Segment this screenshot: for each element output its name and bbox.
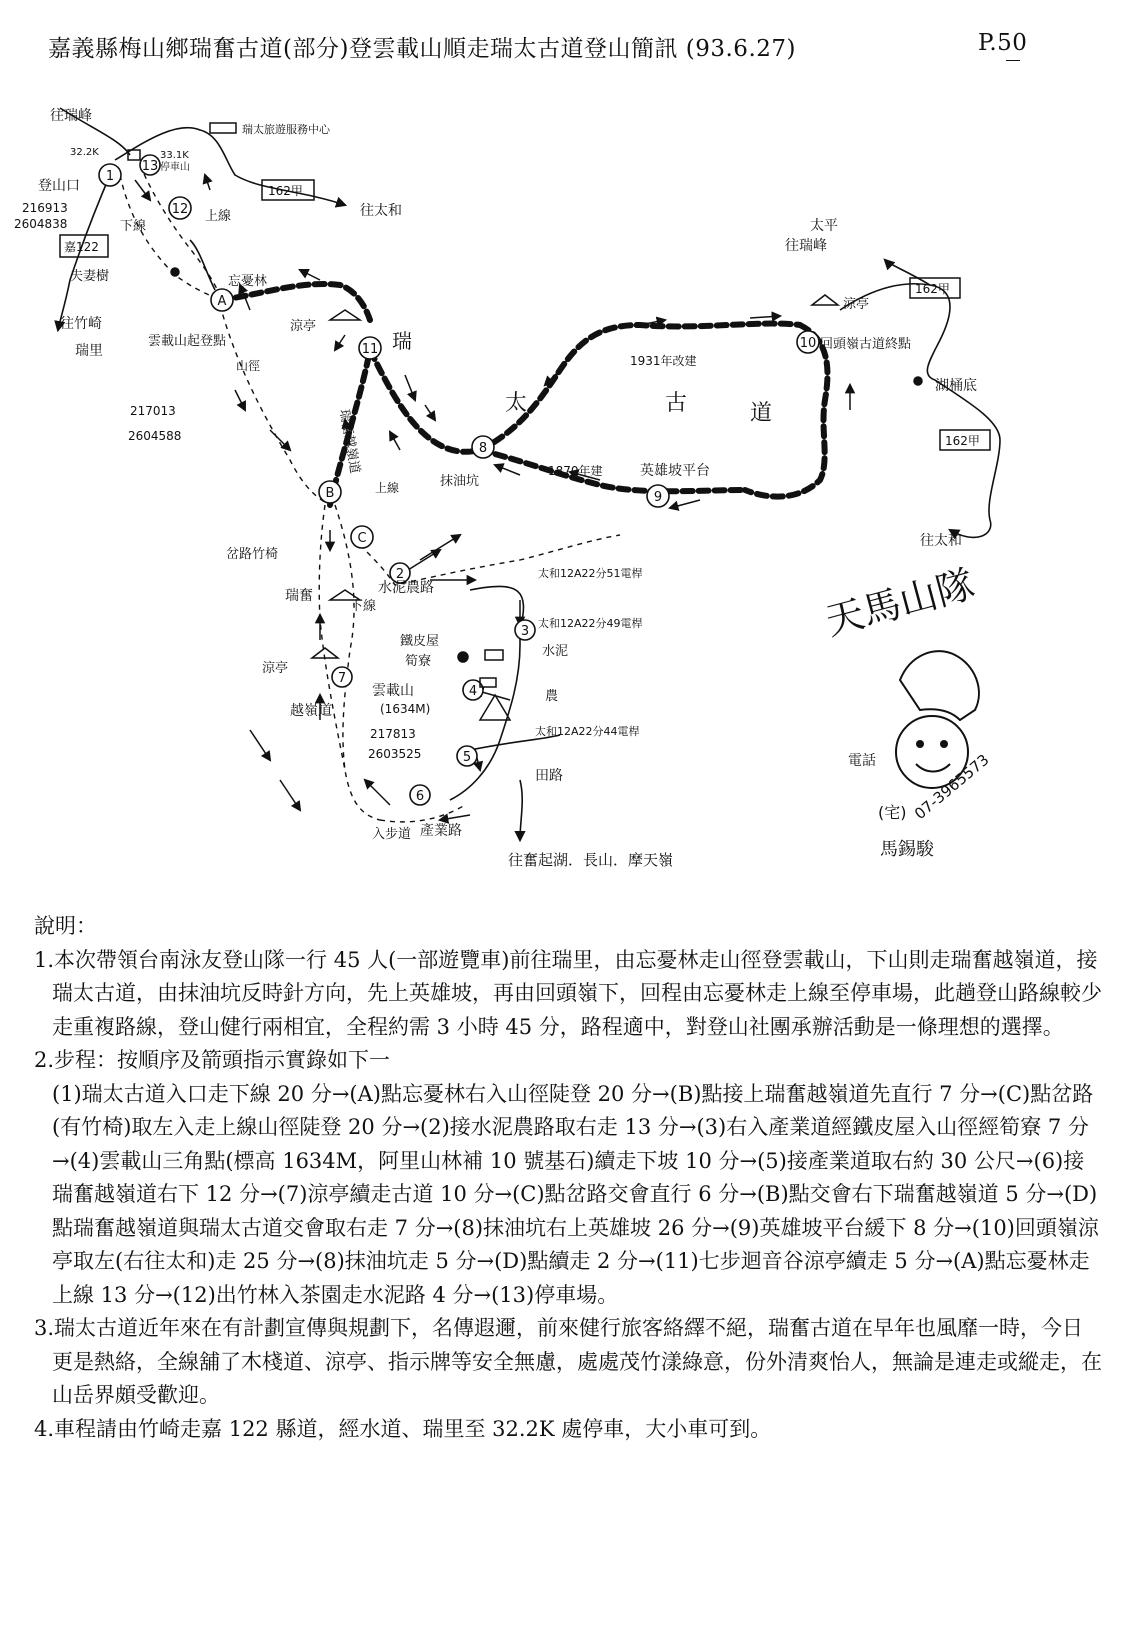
label-bamboo-hut: 筍寮 <box>405 654 432 669</box>
label-year-1931: 1931年改建 <box>630 354 697 368</box>
label-to-fenqihu: 往奮起湖．長山．摩天嶺 <box>508 851 674 869</box>
point-B: B <box>325 486 335 501</box>
stamp-team-name: 天馬山隊 <box>820 561 980 644</box>
label-shuini-nonglu: 水泥農路 <box>378 580 434 596</box>
pavilion-icon <box>812 295 838 305</box>
label-upper-line: 上線 <box>205 209 232 224</box>
label-pavilion: 涼亭 <box>290 319 317 334</box>
point-8: 8 <box>478 441 488 456</box>
label-lower-line: 下線 <box>120 219 147 234</box>
stamp-tel-label: (宅) <box>878 803 907 822</box>
iron-house-dot-icon <box>458 652 468 662</box>
label-chanye-lu: 產業路 <box>420 823 462 839</box>
label-shuini: 水泥 <box>542 644 569 659</box>
junction-dot-icon <box>914 377 922 385</box>
label-to-ruili-peak-right: 往瑞峰 <box>785 238 827 254</box>
label-shang-xian: 上線 <box>375 481 400 495</box>
label-yunzai-mt: 雲載山 <box>372 683 414 699</box>
team-stamp <box>821 562 993 860</box>
note-item-3: 3.瑞太古道近年來在有計劃宣傳與規劃下，名傳遐邇，前來健行旅客絡繹不絕，瑞奮古道在早年也風靡一時，今日更是熱絡，全線舖了木棧道、涼亭、指示牌等安全無慮，處處茂竹漾綠意，份外清爽怡人，無論是連走或縱走，在山岳界頗受歡迎。 <box>34 1316 1102 1407</box>
point-12: 12 <box>171 202 189 217</box>
point-9: 9 <box>653 490 663 505</box>
label-trailhead: 登山口 <box>38 178 80 194</box>
point-7: 7 <box>337 671 347 686</box>
point-C: C <box>357 531 367 546</box>
horse-head-icon <box>900 651 979 720</box>
service-center-icon <box>210 123 236 133</box>
label-yingxiongpo: 英雄坡平台 <box>640 463 710 479</box>
label-to-zhuqi: 往竹崎 <box>60 316 102 332</box>
point-10: 10 <box>799 336 817 351</box>
label-road-122: 嘉122 <box>64 240 99 254</box>
label-ruifen-yueling: 瑞奮越嶺道 <box>336 408 363 475</box>
label-road-162-right1: 162甲 <box>915 282 950 296</box>
label-shanjing: 山徑 <box>236 359 261 373</box>
label-ruifen-left: 瑞奮 <box>285 588 313 604</box>
label-couple-tree: 夫妻樹 <box>70 269 110 284</box>
label-ruili: 瑞里 <box>75 343 103 359</box>
map-text <box>14 107 980 869</box>
page-number: P.50 <box>978 30 1028 56</box>
header-dash <box>1006 60 1020 61</box>
label-pavilion-right: 涼亭 <box>843 297 870 312</box>
stamp-side-label: 電話 <box>848 753 876 769</box>
label-coord-start-1: 217013 <box>130 404 176 418</box>
label-pole-51: 太和12A22分51電桿 <box>538 567 643 580</box>
label-coord-summit-1: 217813 <box>370 727 416 741</box>
label-dao: 道 <box>750 401 773 426</box>
point-2: 2 <box>395 567 405 582</box>
direction-arrows <box>135 175 850 820</box>
point-13: 13 <box>141 159 159 174</box>
label-to-ruili-peak: 往瑞峰 <box>50 108 92 124</box>
label-km-32-2: 32.2K <box>70 147 99 158</box>
label-coord-summit-2: 2603525 <box>368 747 422 761</box>
document-header <box>48 30 1088 63</box>
label-to-taihe-right: 往太和 <box>920 533 962 549</box>
couple-tree-icon <box>171 268 179 276</box>
label-rudao: 入步道 <box>372 827 412 842</box>
label-nong: 農 <box>545 689 559 704</box>
label-yueling-dao: 越嶺道 <box>290 703 332 719</box>
label-rui: 瑞 <box>392 329 412 353</box>
label-tai: 太 <box>505 391 528 416</box>
label-parking: 停車山 <box>160 162 190 173</box>
document-title: 嘉義縣梅山鄉瑞奮古道(部分)登雲載山順走瑞太古道登山簡訊 (93.6.27) <box>48 36 796 62</box>
label-service-center: 瑞太旅遊服務中心 <box>242 123 330 136</box>
label-to-taihe-top: 往太和 <box>360 203 402 219</box>
dashed-trails <box>120 165 620 822</box>
label-road-162-top: 162甲 <box>268 184 303 198</box>
note-item-2-body: (1)瑞太古道入口走下線 20 分→(A)點忘憂林右入山徑陡登 20 分→(B)點接上瑞奮越嶺道先直行 7 分→(C)點岔路(有竹椅)取左入走上線山徑陡登 20 分→(2)接水泥農路取右走 13 分→(3)右入產業道經鐵皮屋入山徑經筍寮 7 分→(4)雲載山三角點(標高 1634M，阿里山林補 10 號基石)續走下坡 10 分→(5)接產業道取右約 30 公尺→(6)接瑞奮越嶺道右下 12 分→(7)涼亭續走古道 10 分→(C)點岔路交會直行 6 分→(B)點交會右下瑞奮越嶺道 5 分→(D)點瑞奮越嶺道與瑞太古道交會取右走 7 分→(8)抹油坑右上英雄坡 26 分→(9)英雄坡平台緩下 8 分→(10)回頭嶺涼亭取左(右往太和)走 25 分→(8)抹油坑走 5 分→(D)點續走 2 分→(11)七步迴音谷涼亭續走 5 分→(A)點忘憂林走上線 13 分→(12)出竹林入茶園走水泥路 4 分→(13)停車場。 <box>52 1081 1099 1307</box>
label-wangyoulin: 忘憂林 <box>228 274 268 289</box>
roads <box>58 108 1000 840</box>
point-1: 1 <box>105 169 115 184</box>
point-6: 6 <box>415 789 425 804</box>
label-km-33-1: 33.1K <box>160 150 189 161</box>
note-item-1: 1.本次帶領台南泳友登山隊一行 45 人(一部遊覽車)前往瑞里，由忘憂林走山徑登雲載山，下山則走瑞奮越嶺道，接瑞太古道，由抹油坑反時針方向，先上英雄坡，再由回頭嶺下，回程由忘憂林走上線至停車場，此趟登山路線較少走重複路線，登山健行兩相宜，全程約需 3 小時 45 分，路程適中，對登山社團承辦活動是一條理想的選擇。 <box>34 947 1102 1039</box>
label-xian: 下線 <box>350 599 377 614</box>
label-fork-bamboo: 岔路竹椅 <box>226 547 279 562</box>
label-moyukeng: 抹油坑 <box>440 474 480 489</box>
label-huitouling: 回頭嶺古道終點 <box>820 337 912 352</box>
label-road-162-right2: 162甲 <box>945 434 980 448</box>
point-D: D <box>374 340 376 341</box>
point-A: A <box>217 294 227 309</box>
note-item-2-title: 2.步程：按順序及箭頭指示實錄如下一 <box>34 1048 391 1072</box>
description-section <box>34 910 1104 1446</box>
point-4: 4 <box>468 684 478 699</box>
note-item-4: 4.車程請由竹崎走嘉 122 縣道，經水道、瑞里至 32.2K 處停車，大小車可到。 <box>34 1416 772 1441</box>
point-3: 3 <box>520 624 530 639</box>
label-pole-49: 太和12A22分49電桿 <box>538 617 643 630</box>
label-coord-trailhead-2: 2604838 <box>14 217 68 231</box>
stamp-tel: 07-3965573 <box>911 750 993 824</box>
label-gu: 古 <box>665 391 688 416</box>
trail-map <box>0 80 1128 910</box>
label-elevation: (1634M) <box>380 702 431 716</box>
label-coord-start-2: 2604588 <box>128 429 182 443</box>
description-heading: 說明： <box>34 914 97 938</box>
stamp-author: 馬錫駿 <box>880 839 934 860</box>
label-coord-trailhead-1: 216913 <box>22 201 68 215</box>
pavilion-icon <box>330 310 360 320</box>
label-pole-44: 太和12A22分44電桿 <box>535 725 640 738</box>
label-tiandao-lu: 田路 <box>535 768 563 784</box>
label-taiping: 太平 <box>810 218 838 234</box>
label-pavilion-left: 涼亭 <box>262 661 289 676</box>
label-year-1870: 1870年建 <box>548 464 603 478</box>
label-iron-house: 鐵皮屋 <box>400 634 440 649</box>
point-5: 5 <box>462 750 472 765</box>
label-hutongdi: 湖桶底 <box>935 378 977 394</box>
point-11: 11 <box>361 342 379 357</box>
label-yunzai-start: 雲載山起登點 <box>148 334 227 349</box>
iron-house-icon <box>485 650 503 660</box>
